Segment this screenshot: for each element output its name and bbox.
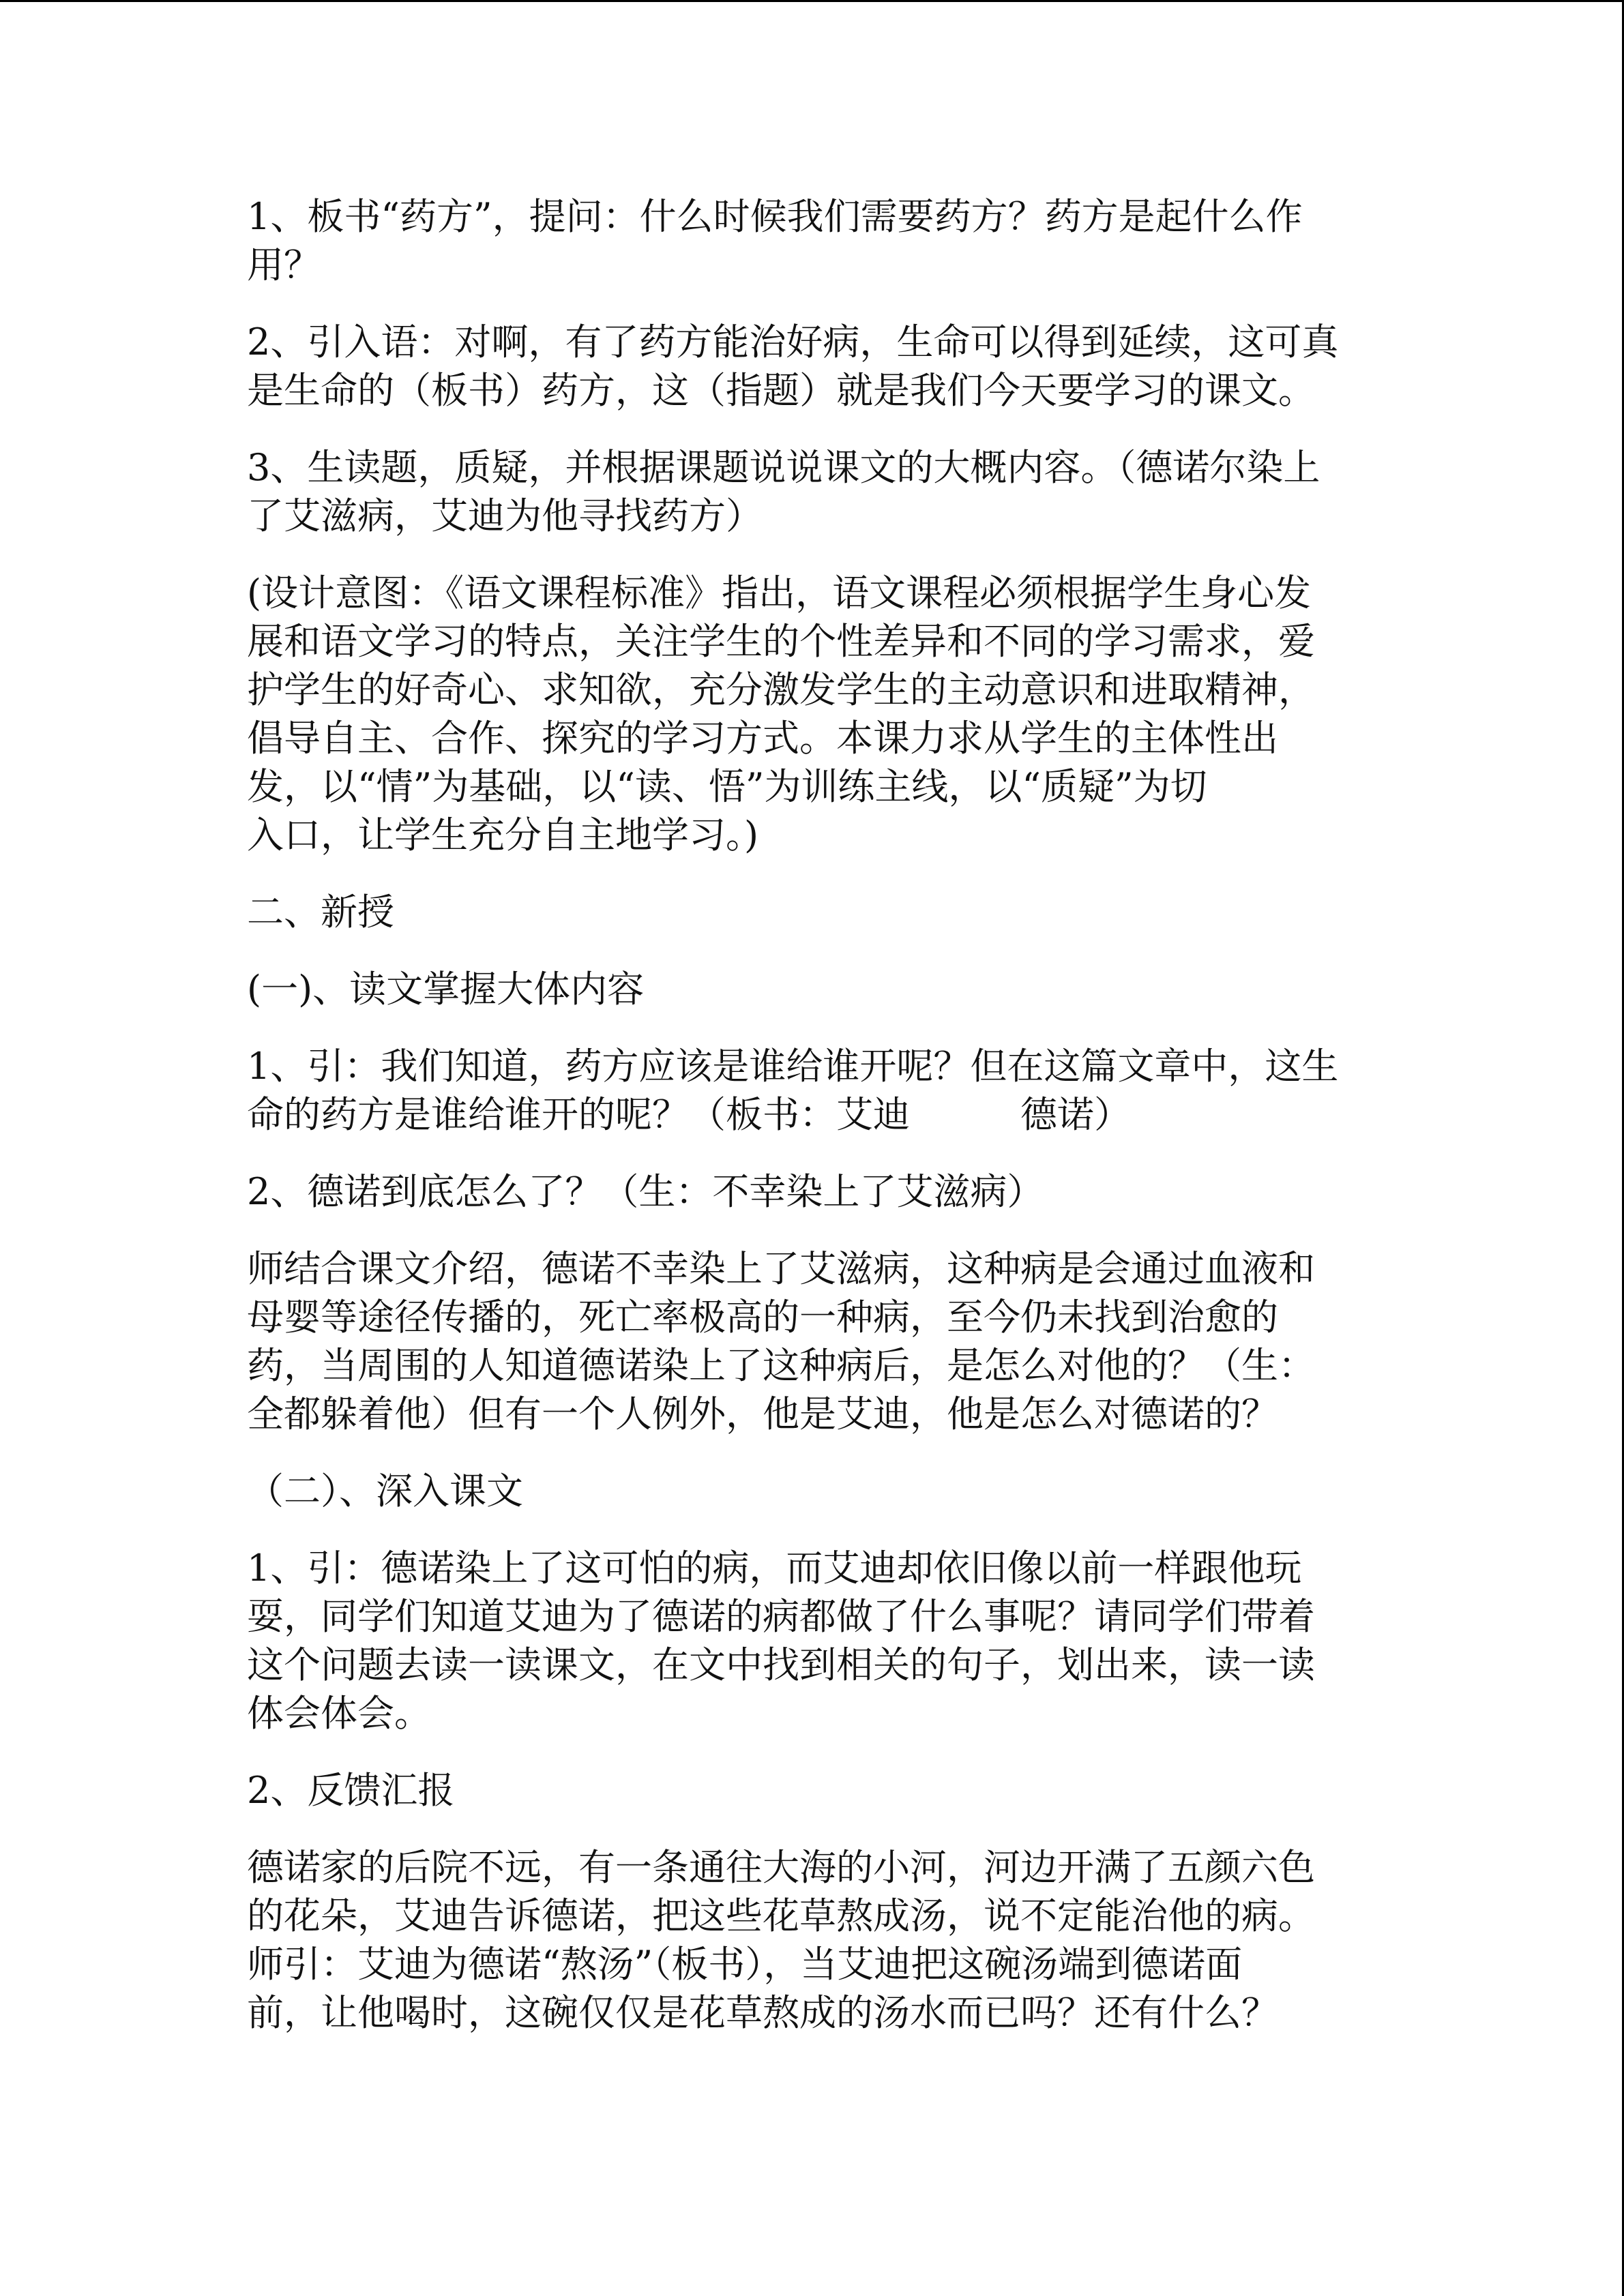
paragraph-9: 德诺家的后院不远，有一条通往大海的小河，河边开满了五颜六色 的花朵，艾迪告诉德诺，把这些花草熬成汤，说不定能治他的病。 师引：艾迪为德诺“熬汤”（板书），当艾迪把这碗汤端到德诺面 前，让他喝时，这碗仅仅是花草熬成的汤水而已吗？还有什么？	[247, 1846, 1315, 2034]
page-border-top	[0, 0, 1624, 2]
paragraph-1: 1、板书“药方”，提问：什么时候我们需要药方？药方是起什么作 用？	[247, 195, 1303, 286]
design-intent-paragraph: (设计意图：《语文课程标准》指出，语文课程必须根据学生身心发 展和语文学习的特点，关注学生的个性差异和不同的学习需求，爱 护学生的好奇心、求知欲，充分激发学生的主动意识和进取精神， 倡导自主、合作、探究的学习方式。本课力求从学生的主体性出 发，以“情”为基础，以“读、悟”为训练主线，以“质疑”为切 入口，让学生充分自主地学习。)	[247, 571, 1315, 856]
paragraph-6: 师结合课文介绍，德诺不幸染上了艾滋病，这种病是会通过血液和 母婴等途径传播的，死亡率极高的一种病，至今仍未找到治愈的 药，当周围的人知道德诺染上了这种病后，是怎么对他的？（生： 全都躲着他）但有一个人例外，他是艾迪，他是怎么对德诺的？	[247, 1247, 1315, 1435]
paragraph-5: 2、德诺到底怎么了？（生：不幸染上了艾滋病）	[247, 1170, 1044, 1213]
paragraph-4: 1、引：我们知道，药方应该是谁给谁开呢？但在这篇文章中，这生 命的药方是谁给谁开的呢？（板书：艾迪 德诺）	[247, 1045, 1339, 1136]
paragraph-2: 2、引入语：对啊，有了药方能治好病，生命可以得到延续，这可真 是生命的（板书）药方，这（指题）就是我们今天要学习的课文。	[247, 320, 1339, 412]
paragraph-8: 2、反馈汇报	[247, 1769, 455, 1812]
section-heading-new-lesson: 二、新授	[247, 891, 394, 934]
subsection-heading-1: (一)、读文掌握大体内容	[247, 968, 645, 1011]
subsection-heading-2: （二）、深入课文	[247, 1470, 523, 1512]
document-body	[247, 192, 1383, 2037]
paragraph-3: 3、生读题，质疑，并根据课题说说课文的大概内容。（德诺尔染上 了艾滋病，艾迪为他寻找药方）	[247, 446, 1320, 537]
paragraph-7: 1、引：德诺染上了这可怕的病，而艾迪却依旧像以前一样跟他玩 耍，同学们知道艾迪为了德诺的病都做了什么事呢？请同学们带着 这个问题去读一读课文，在文中找到相关的句子，划出来，读一读 体会体会。	[247, 1547, 1315, 1735]
